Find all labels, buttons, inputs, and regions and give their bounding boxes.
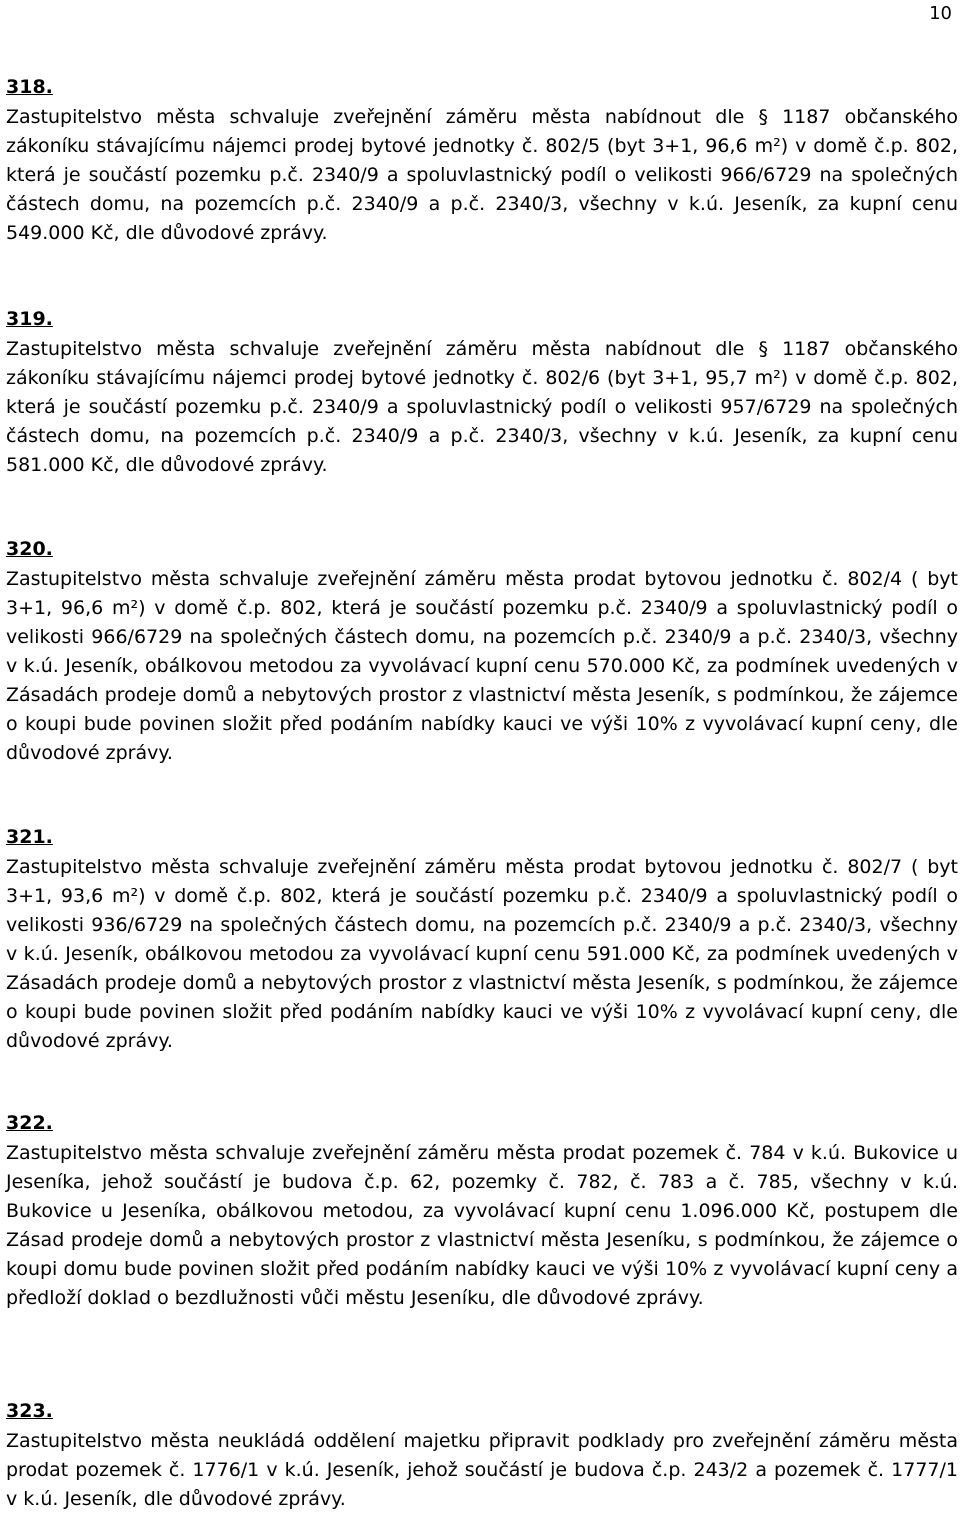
resolution-319 <box>6 306 958 480</box>
resolution-text: Zastupitelstvo města schvaluje zveřejnění záměru města nabídnout dle § 1187 občanského zákoníku stávajícímu nájemci prodej bytové jednotky č. 802/5 (byt 3+1, 96,6 m²) v domě č.p. 802, která je součástí pozemku p.č. 2340/9 a spoluvlastnický podíl o velikosti 966/6729 na společných částech domu, na pozemcích p.č. 2340/9 a p.č. 2340/3, všechny v k.ú. Jeseník, za kupní cenu 549.000 Kč, dle důvodové zprávy. <box>6 106 958 244</box>
resolution-number: 320. <box>6 538 53 560</box>
resolution-number: 319. <box>6 308 53 330</box>
resolution-text: Zastupitelstvo města schvaluje zveřejnění záměru města prodat pozemek č. 784 v k.ú. Bukovice u Jeseníka, jehož součástí je budova č.p. 62, pozemky č. 782, č. 783 a č. 785, všechny v k.ú. Bukovice u Jeseníka, obálkovou metodou, za vyvolávací kupní cenu 1.096.000 Kč, postupem dle Zásad prodeje domů a nebytových prostor z vlastnictví města Jeseníku, s podmínkou, že zájemce o koupi domu bude povinen složit před podáním nabídky kauci ve výši 10% z vyvolávací kupní ceny a předloží doklad o bezdlužnosti vůči městu Jeseníku, dle důvodové zprávy. <box>6 1142 958 1309</box>
resolution-number: 322. <box>6 1112 53 1134</box>
resolution-322 <box>6 1110 958 1313</box>
page-number: 10 <box>929 3 952 24</box>
resolution-number: 323. <box>6 1400 53 1422</box>
resolution-text: Zastupitelstvo města schvaluje zveřejnění záměru města nabídnout dle § 1187 občanského zákoníku stávajícímu nájemci prodej bytové jednotky č. 802/6 (byt 3+1, 95,7 m²) v domě č.p. 802, která je součástí pozemku p.č. 2340/9 a spoluvlastnický podíl o velikosti 957/6729 na společných částech domu, na pozemcích p.č. 2340/9 a p.č. 2340/3, všechny v k.ú. Jeseník, za kupní cenu 581.000 Kč, dle důvodové zprávy. <box>6 338 958 476</box>
resolution-text: Zastupitelstvo města schvaluje zveřejnění záměru města prodat bytovou jednotku č. 802/7 ( byt 3+1, 93,6 m²) v domě č.p. 802, která je součástí pozemku p.č. 2340/9 a spoluvlastnický podíl o velikosti 936/6729 na společných částech domu, na pozemcích p.č. 2340/9 a p.č. 2340/3, všechny v k.ú. Jeseník, obálkovou metodou za vyvolávací kupní cenu 591.000 Kč, za podmínek uvedených v Zásadách prodeje domů a nebytových prostor z vlastnictví města Jeseník, s podmínkou, že zájemce o koupi bude povinen složit před podáním nabídky kauci ve výši 10% z vyvolávací kupní ceny, dle důvodové zprávy. <box>6 856 958 1052</box>
resolution-text: Zastupitelstvo města neukládá oddělení majetku připravit podklady pro zveřejnění záměru města prodat pozemek č. 1776/1 v k.ú. Jeseník, jehož součástí je budova č.p. 243/2 a pozemek č. 1777/1 v k.ú. Jeseník, dle důvodové zprávy. <box>6 1430 958 1510</box>
resolution-318 <box>6 74 958 248</box>
resolution-number: 321. <box>6 826 53 848</box>
resolution-320 <box>6 536 958 768</box>
resolution-323 <box>6 1398 958 1514</box>
resolution-321 <box>6 824 958 1056</box>
resolution-text: Zastupitelstvo města schvaluje zveřejnění záměru města prodat bytovou jednotku č. 802/4 ( byt 3+1, 96,6 m²) v domě č.p. 802, která je součástí pozemku p.č. 2340/9 a spoluvlastnický podíl o velikosti 966/6729 na společných částech domu, na pozemcích p.č. 2340/9 a p.č. 2340/3, všechny v k.ú. Jeseník, obálkovou metodou za vyvolávací kupní cenu 570.000 Kč, za podmínek uvedených v Zásadách prodeje domů a nebytových prostor z vlastnictví města Jeseník, s podmínkou, že zájemce o koupi bude povinen složit před podáním nabídky kauci ve výši 10% z vyvolávací kupní ceny, dle důvodové zprávy. <box>6 568 958 764</box>
resolution-number: 318. <box>6 76 53 98</box>
